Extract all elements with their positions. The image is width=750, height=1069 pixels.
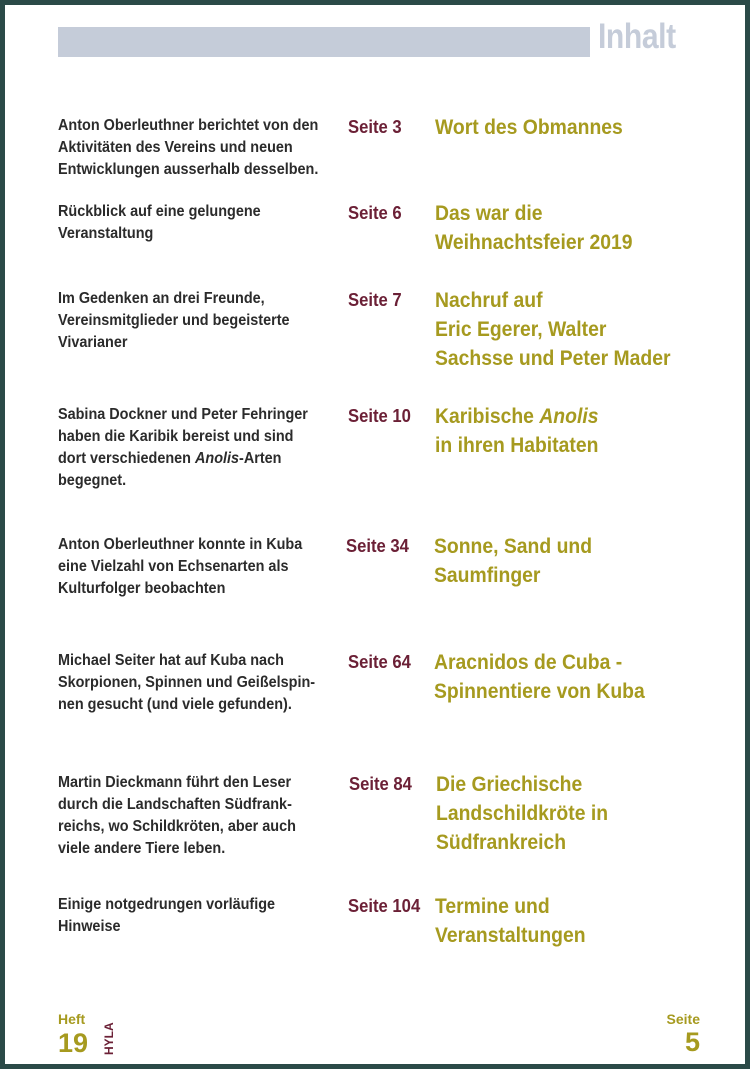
article-title[interactable]	[436, 770, 706, 857]
description-line: Skorpionen, Spinnen und Geißelspin-	[58, 674, 316, 691]
article-title[interactable]	[435, 113, 705, 142]
description-line: Vivarianer	[58, 334, 128, 351]
title-line: Das war die	[435, 201, 543, 225]
header-bar	[58, 27, 590, 57]
genus-name: Anolis	[194, 450, 240, 467]
description-line: durch die Landschaften Südfrank-	[58, 796, 292, 813]
entry-description	[58, 404, 323, 492]
description-line: nen gesucht (und viele gefunden).	[58, 696, 292, 713]
page-label: Seite	[666, 1011, 700, 1027]
description-line: Michael Seiter hat auf Kuba nach	[58, 652, 284, 669]
title-line: Weihnachtsfeier 2019	[435, 230, 633, 254]
title-line: Veranstaltungen	[435, 923, 586, 947]
title-line: Eric Egerer, Walter	[435, 317, 607, 341]
article-title[interactable]	[435, 892, 705, 950]
title-text: Karibische	[435, 404, 540, 428]
article-title[interactable]	[435, 286, 705, 373]
title-line	[435, 402, 705, 431]
title-line: Spinnentiere von Kuba	[434, 679, 645, 703]
description-line: Martin Dieckmann führt den Leser	[58, 774, 292, 791]
title-line: Termine und	[435, 894, 550, 918]
entry-description	[58, 650, 323, 716]
description-line: begegnet.	[58, 472, 127, 489]
title-line: Südfrankreich	[436, 830, 567, 854]
entry-description	[58, 772, 323, 860]
page-reference[interactable]: Seite 7	[348, 289, 402, 310]
page-reference[interactable]: Seite 3	[348, 116, 402, 137]
magazine-page	[5, 5, 745, 1064]
description-line: Veranstaltung	[58, 225, 154, 242]
page-reference[interactable]: Seite 64	[348, 651, 411, 672]
title-line: Aracnidos de Cuba -	[434, 650, 623, 674]
entry-description	[58, 288, 323, 354]
page-reference[interactable]: Seite 84	[349, 773, 412, 794]
title-line: Landschildkröte in	[436, 801, 609, 825]
description-line	[58, 448, 323, 470]
description-line: Im Gedenken an drei Freunde,	[58, 290, 265, 307]
page-reference[interactable]: Seite 104	[348, 895, 421, 916]
issue-number: 19	[58, 1028, 89, 1058]
page-title: Inhalt	[598, 17, 676, 56]
description-line: haben die Karibik bereist und sind	[58, 428, 294, 445]
article-title[interactable]	[434, 648, 704, 706]
entry-description	[58, 894, 323, 938]
hyla-logo: HYLA	[102, 1022, 116, 1055]
title-line: Sonne, Sand und	[434, 534, 593, 558]
description-text: dort verschiedenen	[58, 450, 195, 467]
description-line: Vereinsmitglieder und begeisterte	[58, 312, 290, 329]
page-reference[interactable]: Seite 10	[348, 405, 411, 426]
description-line: Rückblick auf eine gelungene	[58, 203, 261, 220]
entry-description	[58, 534, 323, 600]
description-line: reichs, wo Schildkröten, aber auch	[58, 818, 296, 835]
description-text: -Arten	[239, 450, 282, 467]
description-line: Anton Oberleuthner berichtet von den	[58, 117, 319, 134]
genus-name: Anolis	[539, 404, 599, 428]
description-line: Sabina Dockner und Peter Fehringer	[58, 406, 308, 423]
description-line: Einige notgedrungen vorläufige	[58, 896, 276, 913]
page-number-footer	[667, 1011, 700, 1057]
title-line: Nachruf auf	[435, 288, 543, 312]
description-line: Anton Oberleuthner konnte in Kuba	[58, 536, 303, 553]
article-title[interactable]	[435, 402, 705, 460]
title-line: in ihren Habitaten	[435, 433, 599, 457]
description-line: Hinweise	[58, 918, 121, 935]
description-line: eine Vielzahl von Echsenarten als	[58, 558, 289, 575]
description-line: Aktivitäten des Vereins und neuen	[58, 139, 293, 156]
title-line: Saumfinger	[434, 563, 541, 587]
page-reference[interactable]: Seite 34	[346, 535, 409, 556]
title-line: Sachsse und Peter Mader	[435, 346, 671, 370]
entry-description	[58, 201, 323, 245]
page-reference[interactable]: Seite 6	[348, 202, 402, 223]
description-line: viele andere Tiere leben.	[58, 840, 226, 857]
article-title[interactable]	[434, 532, 704, 590]
description-line: Kulturfolger beobachten	[58, 580, 226, 597]
description-line: Entwicklungen ausserhalb desselben.	[58, 161, 319, 178]
entry-description	[58, 115, 323, 181]
title-line: Wort des Obmannes	[435, 115, 623, 139]
title-line: Die Griechische	[436, 772, 583, 796]
page-number: 5	[684, 1027, 700, 1057]
issue-label: Heft	[58, 1011, 86, 1027]
article-title[interactable]	[435, 199, 705, 257]
